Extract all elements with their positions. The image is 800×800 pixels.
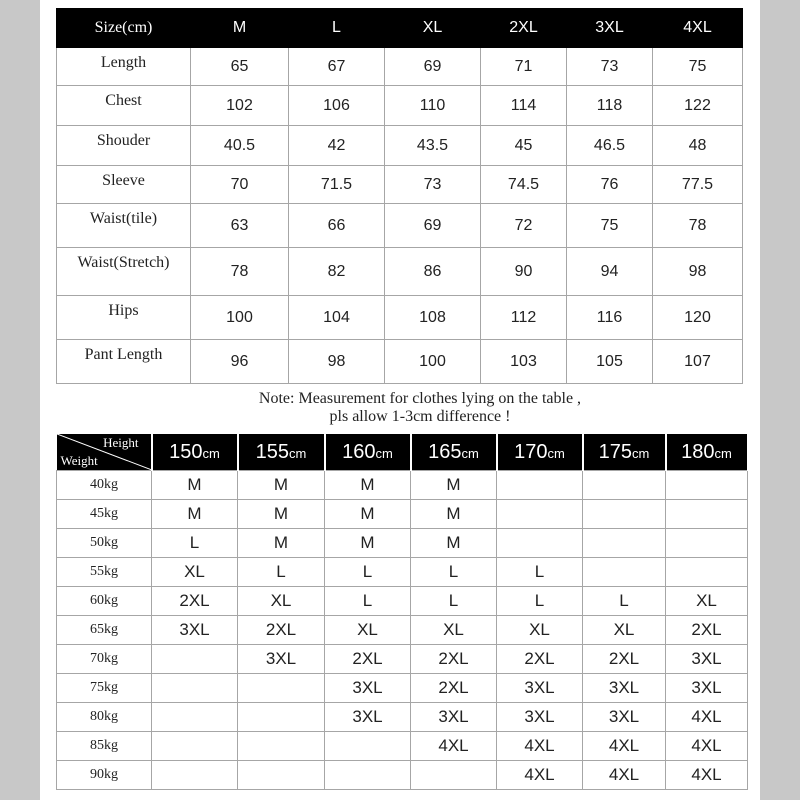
measurement-value: 98 [289,340,385,384]
recommended-size [411,761,497,790]
size-row [57,166,743,204]
measurement-value: 67 [289,48,385,86]
measurement-value: 65 [191,48,289,86]
weight-row [57,674,748,703]
height-header-155 [238,434,325,471]
recommended-size: 2XL [152,587,238,616]
weight-label: 75kg [57,674,152,703]
recommended-size: XL [152,558,238,587]
recommended-size: 4XL [497,732,583,761]
weight-label: 85kg [57,732,152,761]
height-number: 175 [598,440,633,463]
height-number: 165 [428,440,462,463]
height-header-165 [411,434,497,471]
size-row [57,48,743,86]
recommended-size: 2XL [583,645,666,674]
recommended-size: M [411,529,497,558]
measurement-value: 100 [385,340,481,384]
measurement-value: 76 [567,166,653,204]
height-number: 155 [255,440,290,463]
weight-row [57,703,748,732]
weight-row [57,471,748,500]
recommended-size [497,471,583,500]
recommended-size: 4XL [666,703,748,732]
weight-label: 65kg [57,616,152,645]
measurement-value: 73 [385,166,481,204]
measurement-value: 63 [191,204,289,248]
measurement-value: 78 [653,204,743,248]
recommended-size: L [583,587,666,616]
recommended-size: L [325,558,411,587]
recommended-size [152,732,238,761]
size-row [57,248,743,296]
recommended-size: M [325,500,411,529]
measurement-label: Waist(tile) [57,204,191,248]
recommended-size: M [238,500,325,529]
recommended-size: 3XL [497,674,583,703]
measurement-value: 70 [191,166,289,204]
recommended-size [238,703,325,732]
weight-label: 60kg [57,587,152,616]
corner-weight-label: Weight [60,453,98,468]
measurement-value: 107 [653,340,743,384]
recommended-size: L [411,587,497,616]
recommended-size [325,761,411,790]
recommended-size [583,500,666,529]
recommended-size: 3XL [497,703,583,732]
recommended-size: 2XL [325,645,411,674]
measurement-value: 96 [191,340,289,384]
measurement-value: 116 [567,296,653,340]
measurement-value: 42 [289,126,385,166]
recommended-size: M [152,471,238,500]
measurement-value: 86 [385,248,481,296]
measurement-value: 120 [653,296,743,340]
height-unit: cm [547,445,565,461]
measurement-value: 72 [481,204,567,248]
height-unit: cm [714,445,732,461]
corner-height-label: Height [103,435,139,450]
recommended-size: 4XL [666,732,748,761]
recommended-size: XL [666,587,748,616]
measurement-value: 74.5 [481,166,567,204]
recommended-size: 2XL [666,616,748,645]
measurement-value: 78 [191,248,289,296]
recommended-size [666,500,748,529]
recommended-size: M [411,471,497,500]
recommended-size [152,703,238,732]
weight-row [57,645,748,674]
measurement-value: 114 [481,86,567,126]
recommended-size: 3XL [666,674,748,703]
recommended-size: 3XL [325,703,411,732]
measurement-value: 105 [567,340,653,384]
measurement-value: 48 [653,126,743,166]
recommended-size: 2XL [411,674,497,703]
recommended-size [666,558,748,587]
measurement-label: Pant Length [57,340,191,384]
measurement-value: 71 [481,48,567,86]
weight-row [57,529,748,558]
recommended-size [497,529,583,558]
recommended-size [238,732,325,761]
weight-label: 40kg [57,471,152,500]
recommended-size [666,529,748,558]
size-header-2xl: 2XL [481,9,567,48]
recommended-size: 3XL [583,674,666,703]
recommended-size [152,645,238,674]
size-recommendation-table [56,434,749,790]
weight-label: 55kg [57,558,152,587]
height-unit: cm [289,445,307,461]
weight-label: 50kg [57,529,152,558]
recommended-size: 3XL [238,645,325,674]
recommended-size: XL [583,616,666,645]
height-number: 170 [514,440,548,463]
size-measurement-table [56,8,743,384]
measurement-value: 69 [385,204,481,248]
recommendation-header [57,434,748,471]
recommended-size: XL [238,587,325,616]
size-row [57,126,743,166]
recommended-size: M [325,471,411,500]
weight-label: 45kg [57,500,152,529]
measurement-value: 75 [653,48,743,86]
recommended-size: M [152,500,238,529]
weight-row [57,616,748,645]
recommended-size: L [238,558,325,587]
recommended-size [152,761,238,790]
recommended-size: 3XL [666,645,748,674]
height-weight-corner [57,434,152,471]
recommended-size: 2XL [411,645,497,674]
measurement-label: Chest [57,86,191,126]
measurement-value: 102 [191,86,289,126]
recommended-size: 3XL [152,616,238,645]
size-header-4xl: 4XL [653,9,743,48]
measurement-value: 40.5 [191,126,289,166]
recommended-size: L [497,558,583,587]
measurement-label: Sleeve [57,166,191,204]
size-header-m: M [191,9,289,48]
weight-row [57,558,748,587]
recommended-size: 4XL [583,761,666,790]
measurement-value: 43.5 [385,126,481,166]
measurement-label: Length [57,48,191,86]
size-row [57,340,743,384]
measurement-label: Hips [57,296,191,340]
weight-row [57,732,748,761]
measurement-value: 73 [567,48,653,86]
measurement-value: 104 [289,296,385,340]
size-header-3xl: 3XL [567,9,653,48]
size-header-l: L [289,9,385,48]
size-row [57,86,743,126]
size-table-header [57,9,743,48]
note-line-2: pls allow 1-3cm difference ! [329,408,511,425]
recommended-size: 3XL [325,674,411,703]
size-header-label: Size(cm) [57,9,191,48]
measurement-value: 108 [385,296,481,340]
recommendation-body [57,471,748,790]
measurement-value: 112 [481,296,567,340]
size-row [57,296,743,340]
recommended-size: M [411,500,497,529]
height-header-175 [583,434,666,471]
measurement-value: 46.5 [567,126,653,166]
measurement-note [180,390,660,426]
recommended-size [583,471,666,500]
weight-label: 70kg [57,645,152,674]
recommended-size [666,471,748,500]
size-table-body [57,48,743,384]
weight-row [57,761,748,790]
measurement-label: Waist(Stretch) [57,248,191,296]
recommended-size: 4XL [666,761,748,790]
height-unit: cm [632,445,650,461]
height-unit: cm [375,445,393,461]
measurement-value: 45 [481,126,567,166]
recommended-size [497,500,583,529]
measurement-value: 69 [385,48,481,86]
recommended-size: M [325,529,411,558]
recommended-size: 4XL [497,761,583,790]
recommended-size: L [497,587,583,616]
recommended-size: XL [497,616,583,645]
measurement-value: 98 [653,248,743,296]
height-header-150 [152,434,238,471]
recommended-size [152,674,238,703]
recommended-size: L [411,558,497,587]
height-unit: cm [461,445,479,461]
recommended-size [325,732,411,761]
height-number: 160 [342,440,376,463]
measurement-value: 90 [481,248,567,296]
weight-label: 80kg [57,703,152,732]
recommended-size [583,529,666,558]
height-number: 180 [681,440,715,463]
recommended-size: XL [411,616,497,645]
measurement-label: Shouder [57,126,191,166]
measurement-value: 66 [289,204,385,248]
recommended-size: 3XL [583,703,666,732]
weight-label: 90kg [57,761,152,790]
measurement-value: 94 [567,248,653,296]
height-header-170 [497,434,583,471]
recommended-size: 4XL [411,732,497,761]
measurement-value: 103 [481,340,567,384]
note-line-1: Note: Measurement for clothes lying on the table , [258,390,582,407]
weight-row [57,587,748,616]
measurement-value: 77.5 [653,166,743,204]
size-header-xl: XL [385,9,481,48]
recommended-size: M [238,529,325,558]
measurement-value: 82 [289,248,385,296]
recommended-size: 4XL [583,732,666,761]
height-number: 150 [169,440,203,463]
recommended-size [238,761,325,790]
recommended-size: 3XL [411,703,497,732]
recommended-size [238,674,325,703]
recommended-size: M [238,471,325,500]
measurement-value: 75 [567,204,653,248]
recommended-size: L [325,587,411,616]
recommended-size [583,558,666,587]
measurement-value: 71.5 [289,166,385,204]
measurement-value: 110 [385,86,481,126]
recommended-size: 2XL [497,645,583,674]
height-header-180 [666,434,748,471]
size-row [57,204,743,248]
measurement-value: 122 [653,86,743,126]
recommended-size: 2XL [238,616,325,645]
measurement-value: 100 [191,296,289,340]
recommended-size: XL [325,616,411,645]
measurement-value: 106 [289,86,385,126]
measurement-value: 118 [567,86,653,126]
weight-row [57,500,748,529]
height-header-160 [325,434,411,471]
height-unit: cm [202,445,220,461]
recommended-size: L [152,529,238,558]
